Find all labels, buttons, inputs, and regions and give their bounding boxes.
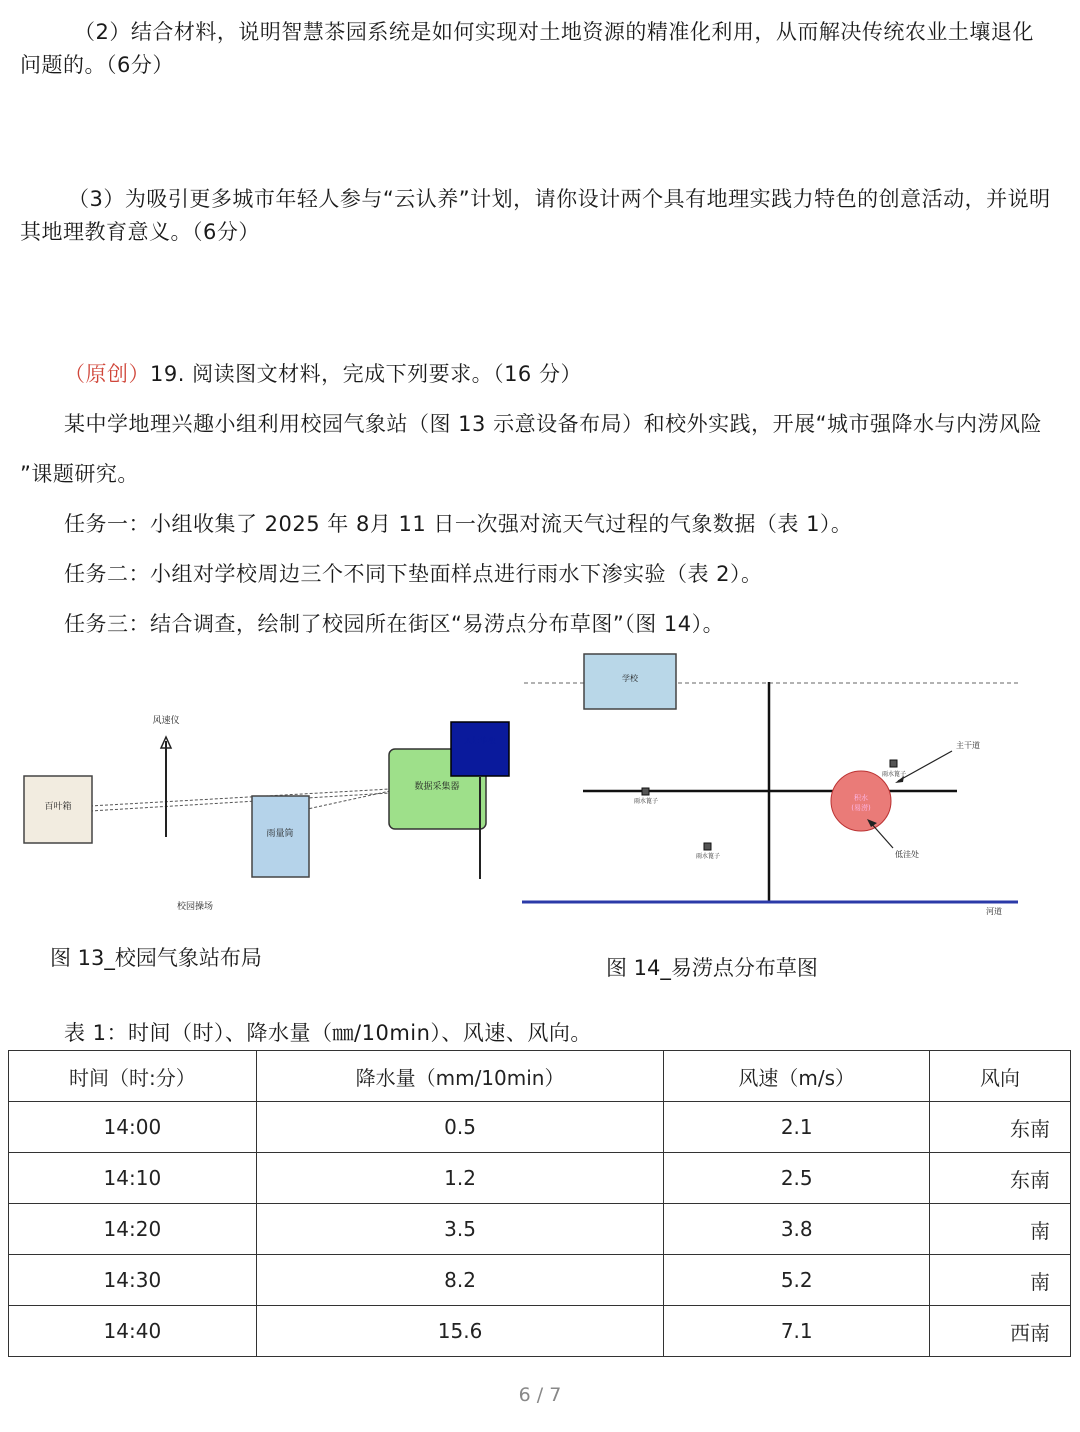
table-header-row <box>9 1051 1071 1102</box>
original-tag: （原创） <box>64 362 150 386</box>
lowland-label: 低洼处 <box>895 850 919 859</box>
q2-line2: 问题的。（6分） <box>20 53 174 77</box>
header-precipitation: 降水量（mm/10min） <box>256 1051 664 1102</box>
table-row <box>9 1153 1071 1204</box>
cell-wind-speed: 2.1 <box>664 1102 930 1153</box>
cell-time: 14:00 <box>9 1102 257 1153</box>
table-row <box>9 1306 1071 1357</box>
cell-precipitation: 0.5 <box>256 1102 664 1153</box>
cell-wind-direction: 西南 <box>930 1306 1071 1357</box>
grate-left-label: 雨水篦子 <box>633 798 659 805</box>
lowland-line1: 积水 <box>854 794 868 802</box>
school-label: 学校 <box>622 674 638 683</box>
q19-intro-line2: ”课题研究。 <box>20 462 139 486</box>
cell-wind-direction: 南 <box>930 1204 1071 1255</box>
cell-precipitation: 3.5 <box>256 1204 664 1255</box>
cell-wind-speed: 5.2 <box>664 1255 930 1306</box>
figure-14-caption: 图 14_易涝点分布草图 <box>606 956 818 980</box>
river-label: 河道 <box>986 907 1002 916</box>
header-wind-direction: 风向 <box>930 1051 1071 1102</box>
q3-line2: 其地理教育意义。（6分） <box>20 220 260 244</box>
cell-time: 14:40 <box>9 1306 257 1357</box>
weather-data-table <box>8 1050 1071 1357</box>
main-road-label: 主干道 <box>956 741 980 750</box>
cell-time: 14:30 <box>9 1255 257 1306</box>
cell-precipitation: 15.6 <box>256 1306 664 1357</box>
task3: 任务三：结合调查，绘制了校园所在街区“易涝点分布草图”（图 14）。 <box>64 612 725 636</box>
solar-panel-label: 太阳能板 <box>464 736 496 745</box>
q19-header <box>64 358 582 391</box>
table-row <box>9 1204 1071 1255</box>
q19-title: 19. 阅读图文材料，完成下列要求。（16 分） <box>150 362 582 386</box>
q2-line1: （2）结合材料，说明智慧茶园系统是如何实现对土地资源的精准化利用，从而解决传统农业土壤退化 <box>74 20 1034 44</box>
header-time: 时间（时:分） <box>9 1051 257 1102</box>
q3-line1: （3）为吸引更多城市年轻人参与“云认养”计划，请你设计两个具有地理实践力特色的创意活动，并说明 <box>68 187 1051 211</box>
grate-icon <box>642 788 649 795</box>
cell-wind-speed: 2.5 <box>664 1153 930 1204</box>
table-row <box>9 1255 1071 1306</box>
data-logger-label: 数据采集器 <box>414 782 460 792</box>
cell-wind-direction: 东南 <box>930 1102 1071 1153</box>
grate-icon <box>704 843 711 850</box>
anemometer-label: 风速仪 <box>152 716 180 726</box>
task1: 任务一：小组收集了 2025 年 8月 11 日一次强对流天气过程的气象数据（表 1）。 <box>64 512 853 536</box>
figure-13 <box>18 705 518 917</box>
grate-bottom-label: 雨水篦子 <box>695 853 721 860</box>
figure-14 <box>518 650 1023 920</box>
task2: 任务二：小组对学校周边三个不同下垫面样点进行雨水下渗实验（表 2）。 <box>64 562 763 586</box>
solar-panel <box>451 722 509 776</box>
header-wind-speed: 风速（m/s） <box>664 1051 930 1102</box>
figure-13-caption: 图 13_校园气象站布局 <box>50 946 262 970</box>
cell-wind-speed: 3.8 <box>664 1204 930 1255</box>
louver-box-label: 百叶箱 <box>44 802 72 812</box>
playground-label: 校园操场 <box>176 902 214 912</box>
lowland-line2: (易涝) <box>851 804 871 812</box>
page-number: 6 / 7 <box>518 1384 562 1406</box>
grate-top-label: 雨水篦子 <box>881 771 907 778</box>
q19-intro-line1: 某中学地理兴趣小组利用校园气象站（图 13 示意设备布局）和校外实践，开展“城市强降水与内涝风险 <box>64 412 1042 436</box>
rain-gauge-label: 雨量筒 <box>266 829 294 839</box>
cell-precipitation: 8.2 <box>256 1255 664 1306</box>
table1-caption: 表 1：时间（时）、降水量（㎜/10min）、风速、风向。 <box>64 1021 592 1045</box>
table-row <box>9 1102 1071 1153</box>
cell-time: 14:20 <box>9 1204 257 1255</box>
cell-precipitation: 1.2 <box>256 1153 664 1204</box>
grate-icon <box>890 760 897 767</box>
cell-wind-direction: 南 <box>930 1255 1071 1306</box>
cell-wind-direction: 东南 <box>930 1153 1071 1204</box>
cell-wind-speed: 7.1 <box>664 1306 930 1357</box>
cell-time: 14:10 <box>9 1153 257 1204</box>
